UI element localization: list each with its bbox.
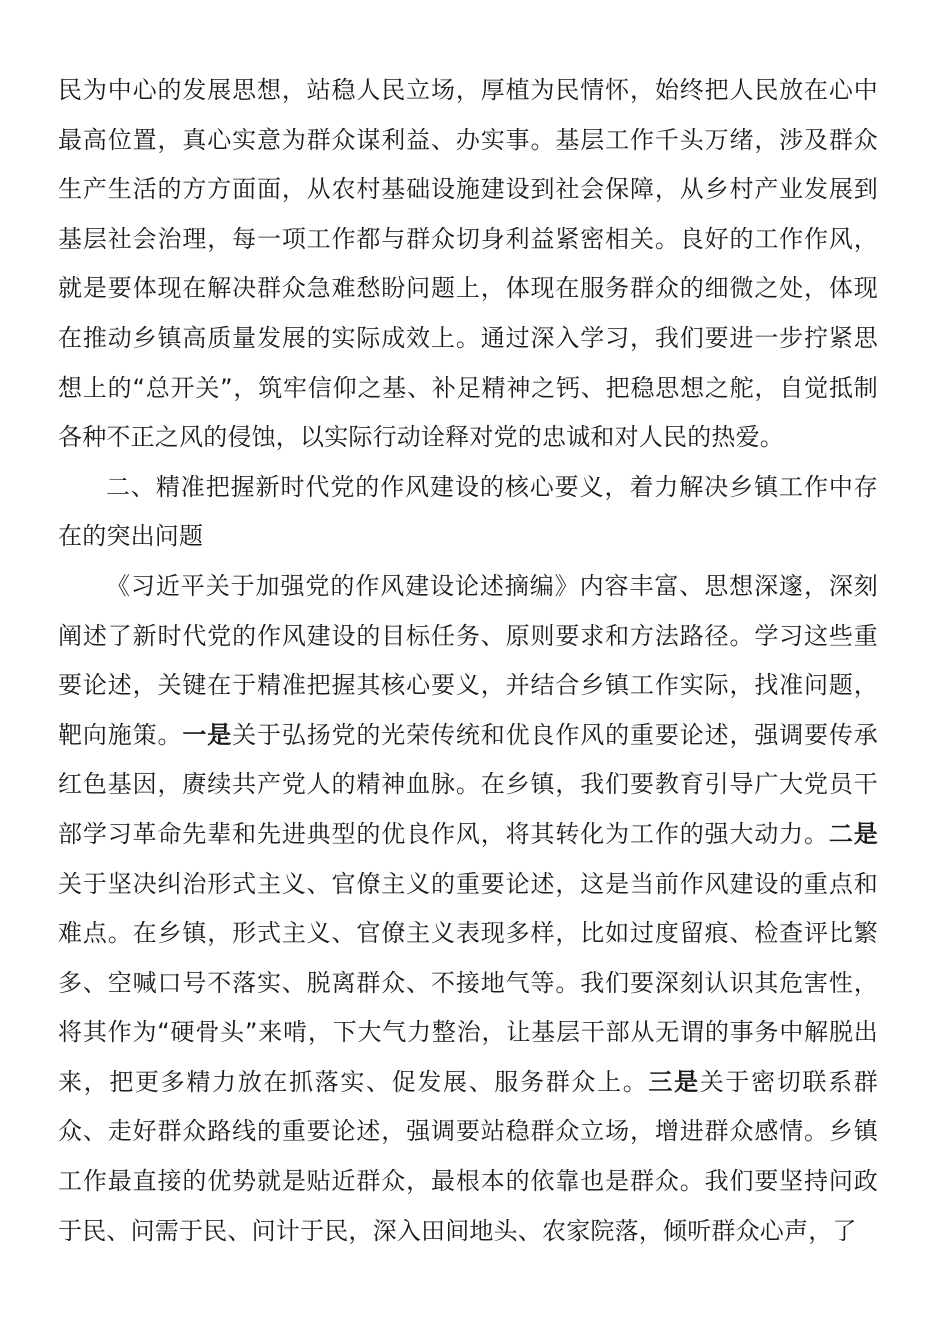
- point-two-text: 关于坚决纠治形式主义、官僚主义的重要论述，这是当前作风建设的重点和难点。在乡镇，形式主义、官僚主义表现多样，比如过度留痕、检查评比繁多、空喊口号不落实、脱离群众、不接地气等。我们要深刻认识其危害性，将其作为“硬骨头”来啃，下大气力整治，让基层干部从无谓的事务中解脱出来，把更多精力放在抓落实、促发展、服务群众上。: [58, 869, 878, 1096]
- section-heading-two: 二、精准把握新时代党的作风建设的核心要义，着力解决乡镇工作中存在的突出问题: [58, 472, 878, 551]
- paragraph-intro-text: 《习近平关于加强党的作风建设论述摘编》内容丰富、思想深邃，深刻阐述了新时代党的作风建设的目标任务、原则要求和方法路径。学习这些重要论述，关键在于精准把握其核心要义，并结合乡镇工作实际，找准问题，靶向施策。: [58, 571, 878, 749]
- paragraph-continuation: 民为中心的发展思想，站稳人民立场，厚植为民情怀，始终把人民放在心中最高位置，真心实意为群众谋利益、办实事。基层工作千头万绪，涉及群众生产生活的方方面面，从农村基础设施建设到社会保障，从乡村产业发展到基层社会治理，每一项工作都与群众切身利益紧密相关。良好的工作作风，就是要体现在解决群众急难愁盼问题上，体现在服务群众的细微之处，体现在推动乡镇高质量发展的实际成效上。通过深入学习，我们要进一步拧紧思想上的“总开关”，筑牢信仰之基、补足精神之钙、把稳思想之舵，自觉抵制各种不正之风的侵蚀，以实际行动诠释对党的忠诚和对人民的热爱。: [58, 76, 878, 452]
- document-page: [58, 66, 878, 1256]
- point-one-label: 一是: [182, 720, 233, 749]
- point-three-label: 三是: [648, 1067, 700, 1096]
- paragraph-core-essentials: [58, 562, 878, 1256]
- point-two-label: 二是: [828, 819, 878, 848]
- point-one-text: 关于弘扬党的光荣传统和优良作风的重要论述，强调要传承红色基因，赓续共产党人的精神血脉。在乡镇，我们要教育引导广大党员干部学习革命先辈和先进典型的优良作风，将其转化为工作的强大动力。: [58, 720, 879, 848]
- point-three-text: 关于密切联系群众、走好群众路线的重要论述，强调要站稳群众立场，增进群众感情。乡镇工作最直接的优势就是贴近群众，最根本的依靠也是群众。我们要坚持问政于民、问需于民、问计于民，深入田间地头、农家院落，倾听群众心声，了: [58, 1067, 878, 1245]
